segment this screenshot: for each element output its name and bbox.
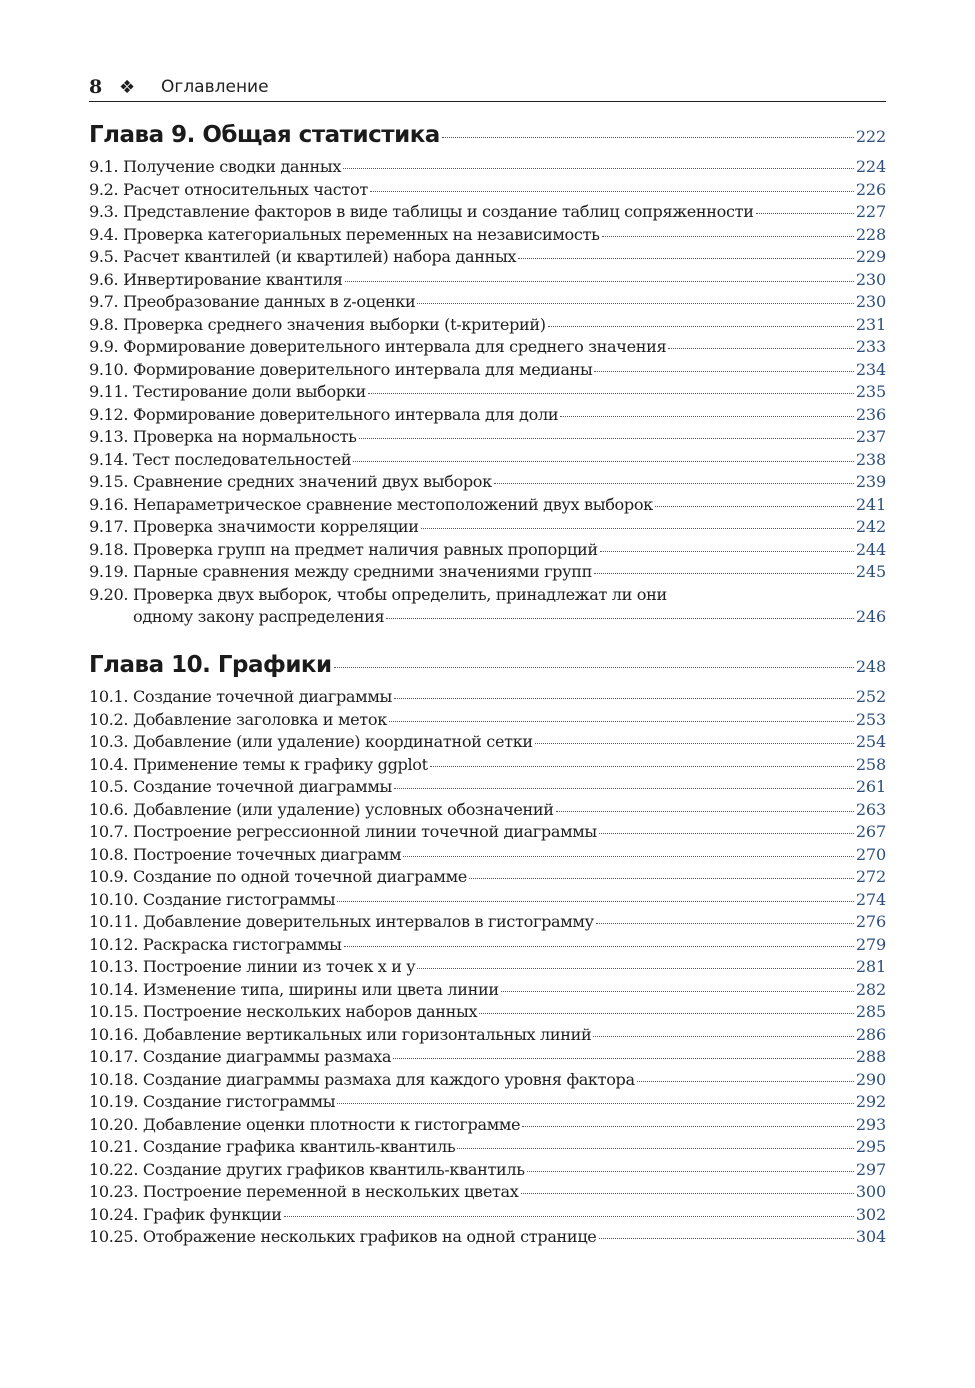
dot-leader bbox=[594, 370, 853, 372]
entry-title: 10.22. Создание других графиков квантиль-квантиль bbox=[89, 1159, 525, 1179]
toc-entry[interactable] bbox=[89, 709, 886, 732]
dot-leader bbox=[442, 136, 854, 138]
toc-entry[interactable] bbox=[89, 1046, 886, 1069]
toc-entry[interactable] bbox=[89, 584, 886, 607]
dot-leader bbox=[284, 1215, 854, 1217]
entry-title: 10.1. Создание точечной диаграммы bbox=[89, 687, 392, 706]
toc-entry[interactable] bbox=[89, 516, 886, 539]
entry-title: 10.14. Изменение типа, ширины или цвета линии bbox=[89, 979, 499, 999]
entry-title: 10.11. Добавление доверительных интервалов в гистограмму bbox=[89, 912, 594, 931]
chapter-page-number[interactable]: 222 bbox=[855, 127, 886, 146]
ornament-icon: ❖ bbox=[119, 76, 136, 98]
dot-leader bbox=[343, 167, 854, 169]
toc-entry-continuation[interactable] bbox=[89, 606, 886, 629]
toc-entry[interactable] bbox=[89, 381, 886, 404]
toc-entry[interactable] bbox=[89, 426, 886, 449]
entry-title: 9.6. Инвертирование квантиля bbox=[89, 269, 343, 289]
entry-page-number[interactable]: 230 bbox=[855, 292, 886, 311]
toc-entry[interactable] bbox=[89, 494, 886, 517]
dot-leader bbox=[602, 235, 854, 237]
entry-page-number[interactable]: 282 bbox=[855, 979, 886, 999]
dot-leader bbox=[596, 922, 854, 924]
dot-leader bbox=[527, 1170, 854, 1172]
toc-entry[interactable] bbox=[89, 471, 886, 494]
entry-page-number[interactable]: 227 bbox=[855, 202, 886, 221]
toc-entry[interactable] bbox=[89, 866, 886, 889]
entry-page-number[interactable]: 285 bbox=[855, 1002, 886, 1021]
dot-leader bbox=[403, 855, 854, 857]
entry-title: 10.19. Создание гистограммы bbox=[89, 1092, 336, 1111]
entry-title: 10.10. Создание гистограммы bbox=[89, 889, 336, 909]
dot-leader bbox=[469, 877, 854, 879]
entry-page-number[interactable]: 224 bbox=[855, 157, 886, 176]
entry-title: 9.8. Проверка среднего значения выборки (t-критерий) bbox=[89, 314, 546, 334]
entry-title: 10.20. Добавление оценки плотности к гистограмме bbox=[89, 1114, 521, 1134]
entry-page-number[interactable]: 254 bbox=[855, 732, 886, 751]
toc-entry[interactable] bbox=[89, 911, 886, 934]
entry-page-number[interactable]: 237 bbox=[855, 427, 886, 446]
chapter-title: Глава 9. Общая статистика bbox=[89, 122, 440, 148]
chapter-10-section bbox=[89, 652, 886, 1249]
entry-page-number[interactable]: 231 bbox=[855, 314, 886, 334]
entry-page-number[interactable]: 263 bbox=[855, 799, 886, 819]
toc-entry[interactable] bbox=[89, 291, 886, 314]
entry-page-number[interactable]: 246 bbox=[855, 607, 886, 626]
entry-title: 10.18. Создание диаграммы размаха для каждого уровня фактора bbox=[89, 1069, 635, 1089]
dot-leader bbox=[345, 280, 854, 282]
dot-leader bbox=[457, 1147, 854, 1149]
entry-page-number[interactable]: 228 bbox=[855, 224, 886, 244]
dot-leader bbox=[668, 347, 854, 349]
entry-title: 10.8. Построение точечных диаграмм bbox=[89, 844, 402, 864]
toc-entry[interactable] bbox=[89, 1024, 886, 1047]
entry-title: 9.11. Тестирование доли выборки bbox=[89, 382, 366, 401]
entry-page-number[interactable]: 276 bbox=[855, 912, 886, 931]
dot-leader bbox=[522, 1125, 854, 1127]
toc-entry[interactable] bbox=[89, 956, 886, 979]
entry-title: 10.23. Построение переменной в нескольких цветах bbox=[89, 1182, 519, 1201]
toc-entry[interactable] bbox=[89, 179, 886, 202]
entry-page-number[interactable]: 229 bbox=[855, 247, 886, 266]
toc-entry[interactable] bbox=[89, 844, 886, 867]
dot-leader bbox=[417, 302, 854, 304]
dot-leader bbox=[599, 1237, 854, 1239]
toc-entry[interactable] bbox=[89, 1069, 886, 1092]
chapter-page-number[interactable]: 248 bbox=[855, 657, 886, 676]
chapter-heading[interactable] bbox=[89, 122, 886, 156]
toc-entry[interactable] bbox=[89, 539, 886, 562]
entry-page-number[interactable]: 297 bbox=[855, 1159, 886, 1179]
toc-entry[interactable] bbox=[89, 979, 886, 1002]
dot-leader bbox=[389, 720, 854, 722]
dot-leader bbox=[600, 550, 854, 552]
toc-entry[interactable] bbox=[89, 404, 886, 427]
dot-leader bbox=[421, 527, 854, 529]
entry-title: 10.13. Построение линии из точек x и y bbox=[89, 957, 416, 976]
dot-leader bbox=[353, 460, 854, 462]
entry-title: 9.20. Проверка двух выборок, чтобы определить, принадлежат ли они bbox=[89, 584, 667, 604]
entry-page-number[interactable]: 258 bbox=[855, 754, 886, 774]
toc-entry[interactable] bbox=[89, 754, 886, 777]
entry-title: 10.6. Добавление (или удаление) условных обозначений bbox=[89, 799, 554, 819]
dot-leader bbox=[430, 765, 854, 767]
entry-title: 10.25. Отображение нескольких графиков на одной странице bbox=[89, 1227, 597, 1246]
entry-page-number[interactable]: 236 bbox=[855, 404, 886, 424]
entry-page-number[interactable]: 270 bbox=[855, 844, 886, 864]
entry-title: 9.1. Получение сводки данных bbox=[89, 157, 342, 176]
header-title: Оглавление bbox=[161, 77, 269, 97]
dot-leader bbox=[655, 505, 854, 507]
entry-page-number[interactable]: 272 bbox=[855, 867, 886, 886]
toc-entry[interactable] bbox=[89, 359, 886, 382]
entry-page-number[interactable]: 233 bbox=[855, 337, 886, 356]
dot-leader bbox=[359, 437, 854, 439]
dot-leader bbox=[521, 1192, 854, 1194]
entry-title: 9.12. Формирование доверительного интервала для доли bbox=[89, 404, 559, 424]
toc-entry[interactable] bbox=[89, 269, 886, 292]
toc-entry[interactable] bbox=[89, 1136, 886, 1159]
toc-entry[interactable] bbox=[89, 1226, 886, 1249]
entry-page-number[interactable]: 253 bbox=[855, 709, 886, 729]
dot-leader bbox=[344, 945, 854, 947]
entry-title: 10.7. Построение регрессионной линии точечной диаграммы bbox=[89, 822, 597, 841]
dot-leader bbox=[368, 392, 854, 394]
toc-entry[interactable] bbox=[89, 1091, 886, 1114]
toc-entry[interactable] bbox=[89, 799, 886, 822]
dot-leader bbox=[370, 190, 854, 192]
toc-entry[interactable] bbox=[89, 336, 886, 359]
entry-title: 9.10. Формирование доверительного интервала для медианы bbox=[89, 359, 593, 379]
entry-title: 9.2. Расчет относительных частот bbox=[89, 179, 368, 199]
entry-title: 10.12. Раскраска гистограммы bbox=[89, 934, 342, 954]
entry-page-number[interactable]: 286 bbox=[855, 1024, 886, 1044]
entry-page-number[interactable]: 261 bbox=[855, 777, 886, 796]
entry-title: 9.15. Сравнение средних значений двух выборок bbox=[89, 472, 492, 491]
toc-entry[interactable] bbox=[89, 201, 886, 224]
entry-title-continuation: одному закону распределения bbox=[133, 607, 385, 626]
entry-page-number[interactable]: 304 bbox=[855, 1227, 886, 1246]
entry-title: 9.9. Формирование доверительного интервала для среднего значения bbox=[89, 337, 667, 356]
toc-entry[interactable] bbox=[89, 934, 886, 957]
page-number: 8 bbox=[89, 76, 103, 98]
entry-title: 10.2. Добавление заголовка и меток bbox=[89, 709, 387, 729]
entry-title: 10.21. Создание графика квантиль-квантиль bbox=[89, 1137, 456, 1156]
dot-leader bbox=[494, 482, 854, 484]
entry-title: 10.24. График функции bbox=[89, 1204, 282, 1224]
toc-entry[interactable] bbox=[89, 1181, 886, 1204]
entry-page-number[interactable]: 238 bbox=[855, 449, 886, 469]
entry-page-number[interactable]: 226 bbox=[855, 179, 886, 199]
dot-leader bbox=[337, 900, 854, 902]
entry-title: 9.18. Проверка групп на предмет наличия равных пропорций bbox=[89, 539, 598, 559]
toc-entry[interactable] bbox=[89, 776, 886, 799]
dot-leader bbox=[394, 697, 854, 699]
toc-entry[interactable] bbox=[89, 686, 886, 709]
entry-title: 9.14. Тест последовательностей bbox=[89, 449, 352, 469]
entry-page-number[interactable]: 252 bbox=[855, 687, 886, 706]
entry-title: 10.15. Построение нескольких наборов данных bbox=[89, 1002, 478, 1021]
dot-leader bbox=[556, 810, 854, 812]
dot-leader bbox=[756, 212, 854, 214]
entry-page-number[interactable]: 302 bbox=[855, 1204, 886, 1224]
entry-page-number[interactable]: 288 bbox=[855, 1047, 886, 1066]
entry-title: 9.16. Непараметрическое сравнение местоположений двух выборок bbox=[89, 494, 653, 514]
dot-leader bbox=[337, 1102, 854, 1104]
entry-page-number[interactable]: 295 bbox=[855, 1137, 886, 1156]
toc-entry[interactable] bbox=[89, 731, 886, 754]
running-header bbox=[89, 73, 886, 102]
dot-leader bbox=[594, 572, 854, 574]
dot-leader bbox=[386, 617, 854, 619]
toc-entry[interactable] bbox=[89, 1159, 886, 1182]
entry-page-number[interactable]: 245 bbox=[855, 562, 886, 581]
entry-title: 10.16. Добавление вертикальных или горизонтальных линий bbox=[89, 1024, 592, 1044]
entry-page-number[interactable]: 242 bbox=[855, 517, 886, 536]
chapter-title: Глава 10. Графики bbox=[89, 652, 332, 678]
toc-entry[interactable] bbox=[89, 561, 886, 584]
toc-entry[interactable] bbox=[89, 821, 886, 844]
entry-title: 9.19. Парные сравнения между средними значениями групп bbox=[89, 562, 593, 581]
entry-title: 10.3. Добавление (или удаление) координатной сетки bbox=[89, 732, 533, 751]
entry-title: 9.7. Преобразование данных в z-оценки bbox=[89, 292, 416, 311]
entry-page-number[interactable]: 281 bbox=[855, 957, 886, 976]
entry-title: 10.5. Создание точечной диаграммы bbox=[89, 777, 392, 796]
dot-leader bbox=[560, 415, 854, 417]
dot-leader bbox=[334, 666, 854, 668]
toc-entry[interactable] bbox=[89, 1001, 886, 1024]
entry-page-number[interactable]: 292 bbox=[855, 1092, 886, 1111]
toc-entry[interactable] bbox=[89, 246, 886, 269]
entry-page-number[interactable]: 293 bbox=[855, 1114, 886, 1134]
entry-page-number[interactable]: 274 bbox=[855, 889, 886, 909]
entry-page-number[interactable]: 239 bbox=[855, 472, 886, 491]
dot-leader bbox=[501, 990, 854, 992]
dot-leader bbox=[593, 1035, 853, 1037]
toc-entry[interactable] bbox=[89, 224, 886, 247]
dot-leader bbox=[548, 325, 854, 327]
toc-entry[interactable] bbox=[89, 889, 886, 912]
entry-page-number[interactable]: 244 bbox=[855, 539, 886, 559]
toc-entry[interactable] bbox=[89, 1204, 886, 1227]
entry-title: 9.13. Проверка на нормальность bbox=[89, 427, 357, 446]
dot-leader bbox=[393, 1057, 854, 1059]
entry-page-number[interactable]: 234 bbox=[855, 359, 886, 379]
chapter-9-section bbox=[89, 122, 886, 629]
entry-title: 9.3. Представление факторов в виде таблицы и создание таблиц сопряженности bbox=[89, 202, 754, 221]
dot-leader bbox=[417, 967, 854, 969]
dot-leader bbox=[599, 832, 854, 834]
entry-title: 10.9. Создание по одной точечной диаграмме bbox=[89, 867, 467, 886]
dot-leader bbox=[535, 742, 854, 744]
dot-leader bbox=[637, 1080, 854, 1082]
entry-page-number[interactable]: 230 bbox=[855, 269, 886, 289]
entry-page-number[interactable]: 241 bbox=[855, 494, 886, 514]
dot-leader bbox=[479, 1012, 854, 1014]
toc-entry[interactable] bbox=[89, 449, 886, 472]
toc-entry[interactable] bbox=[89, 1114, 886, 1137]
entry-title: 9.17. Проверка значимости корреляции bbox=[89, 517, 419, 536]
entry-title: 10.17. Создание диаграммы размаха bbox=[89, 1047, 392, 1066]
entry-page-number[interactable]: 300 bbox=[855, 1182, 886, 1201]
chapter-heading[interactable] bbox=[89, 652, 886, 686]
entry-page-number[interactable]: 290 bbox=[855, 1069, 886, 1089]
entry-title: 9.4. Проверка категориальных переменных на независимость bbox=[89, 224, 600, 244]
toc-entry[interactable] bbox=[89, 156, 886, 179]
toc-entry[interactable] bbox=[89, 314, 886, 337]
entry-title: 9.5. Расчет квантилей (и квартилей) набора данных bbox=[89, 247, 517, 266]
entry-page-number[interactable]: 279 bbox=[855, 934, 886, 954]
entry-page-number[interactable]: 267 bbox=[855, 822, 886, 841]
entry-page-number[interactable]: 235 bbox=[855, 382, 886, 401]
dot-leader bbox=[394, 787, 854, 789]
dot-leader bbox=[518, 257, 854, 259]
entry-title: 10.4. Применение темы к графику ggplot bbox=[89, 754, 428, 774]
